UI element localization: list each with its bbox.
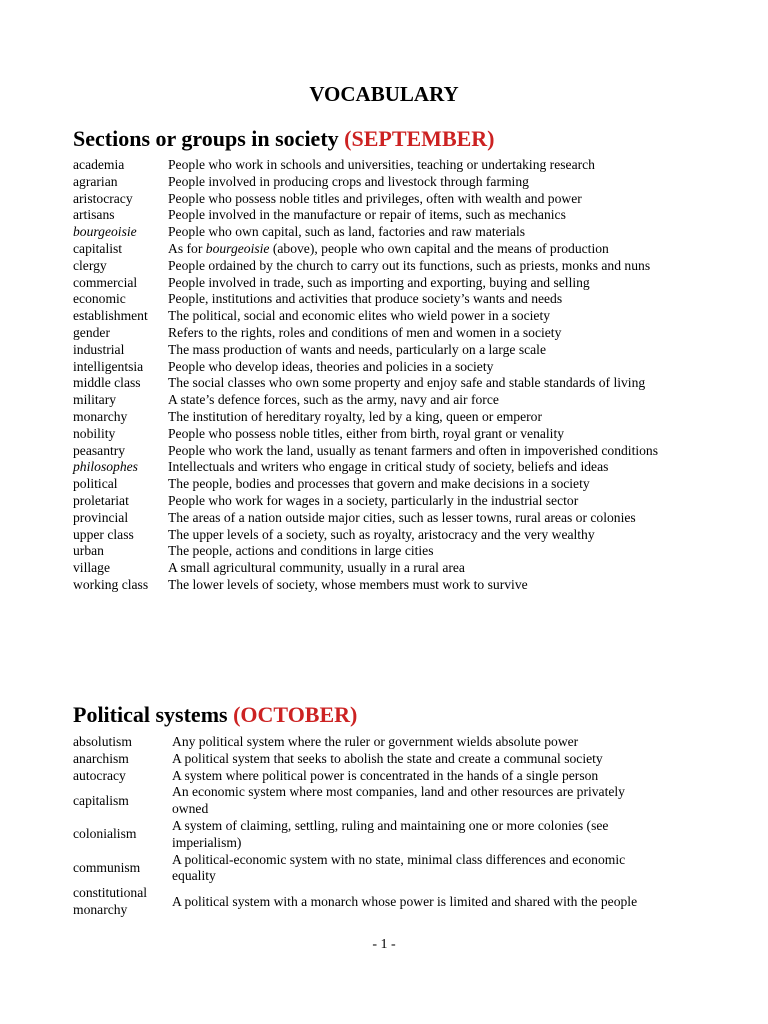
term: autocracy: [73, 767, 126, 783]
term: economic: [73, 291, 126, 307]
table-row: [73, 493, 678, 510]
definition: A state’s defence forces, such as the army, navy and air force: [168, 392, 499, 408]
definition: People who own capital, such as land, factories and raw materials: [168, 224, 526, 240]
term: industrial: [73, 341, 125, 357]
section-month: (SEPTEMBER): [344, 126, 495, 151]
table-row: [73, 291, 678, 308]
table-row: [73, 784, 663, 818]
term: bourgeoisie: [73, 224, 137, 240]
term-line: monarchy: [73, 901, 128, 917]
definition: A political-economic system with no state, minimal class differences and economic equality: [172, 851, 626, 884]
definition: People who work in schools and universities, teaching or undertaking research: [168, 157, 595, 172]
term: communism: [73, 859, 141, 875]
definition: People who possess noble titles, either from birth, royal grant or venality: [168, 425, 565, 441]
term: capitalism: [73, 792, 129, 808]
table-row: [73, 510, 678, 527]
document-title: VOCABULARY: [309, 82, 459, 106]
definition: Any political system where the ruler or government wields absolute power: [172, 734, 579, 749]
term: working class: [73, 576, 149, 592]
page-number: - 1 -: [372, 937, 396, 952]
term: agrarian: [73, 173, 118, 189]
definition: People who work the land, usually as tenant farmers and often in impoverished conditions: [168, 442, 659, 458]
table-row: [73, 426, 678, 443]
table-row: [73, 325, 678, 342]
vocabulary-table-political: [73, 734, 663, 919]
section-heading-text: Political systems: [73, 702, 228, 727]
definition-emphasis: bourgeoisie: [205, 240, 270, 256]
definition: People ordained by the church to carry out its functions, such as priests, monks and nuns: [168, 257, 651, 273]
table-row: [73, 342, 678, 359]
term: artisans: [73, 207, 115, 223]
definition: A small agricultural community, usually in a rural area: [168, 560, 465, 576]
table-row: [73, 359, 678, 376]
table-row: [73, 191, 678, 208]
table-row: [73, 459, 678, 476]
table-row: [73, 258, 678, 275]
term: upper class: [73, 526, 134, 542]
definition: The social classes who own some property and enjoy safe and stable standards of living: [168, 375, 646, 391]
term: monarchy: [73, 408, 128, 424]
table-row: [73, 241, 678, 258]
definition: The people, actions and conditions in large cities: [168, 543, 434, 559]
definition: [168, 241, 678, 258]
table-row: [73, 527, 678, 544]
table-row: [73, 375, 678, 392]
definition-part: As for: [168, 240, 206, 256]
section-heading-society: [73, 126, 495, 152]
definition: A political system that seeks to abolish the state and create a communal society: [172, 750, 603, 766]
term: provincial: [73, 509, 129, 525]
table-row: [73, 543, 678, 560]
term: gender: [73, 324, 110, 340]
definition: The political, social and economic elites who wield power in a society: [168, 308, 551, 324]
term: peasantry: [73, 442, 126, 458]
table-row: [73, 409, 678, 426]
definition: People, institutions and activities that produce society’s wants and needs: [168, 291, 563, 307]
definition: People involved in the manufacture or repair of items, such as mechanics: [168, 207, 566, 223]
definition: An economic system where most companies, land and other resources are privately owned: [172, 784, 625, 817]
term: proletariat: [73, 492, 129, 508]
term: political: [73, 476, 118, 492]
term: philosophes: [73, 459, 138, 475]
table-row: [73, 560, 678, 577]
table-row: [73, 476, 678, 493]
term: capitalist: [73, 240, 123, 256]
term: absolutism: [73, 734, 132, 749]
section-month: (OCTOBER): [233, 702, 358, 727]
table-row: [73, 275, 678, 292]
term: middle class: [73, 375, 141, 391]
table-row: [73, 308, 678, 325]
term: military: [73, 392, 117, 408]
vocabulary-table-society: [73, 157, 678, 594]
definition: The institution of hereditary royalty, led by a king, queen or emperor: [168, 408, 542, 424]
definition: People involved in trade, such as importing and exporting, buying and selling: [168, 274, 590, 290]
table-row: [73, 224, 678, 241]
term: academia: [73, 157, 125, 172]
term: anarchism: [73, 750, 129, 766]
definition: A political system with a monarch whose power is limited and shared with the people: [172, 893, 638, 909]
table-row: [73, 157, 678, 174]
table-row: [73, 885, 663, 919]
table-row: [73, 207, 678, 224]
table-row: [73, 751, 663, 768]
definition: The areas of a nation outside major cities, such as lesser towns, rural areas or colonies: [168, 509, 636, 525]
definition: Refers to the rights, roles and conditions of men and women in a society: [168, 324, 562, 340]
term: nobility: [73, 425, 116, 441]
term: intelligentsia: [73, 358, 144, 374]
definition: A system where political power is concentrated in the hands of a single person: [172, 767, 599, 783]
definition: A system of claiming, settling, ruling and maintaining one or more colonies (see imperialism): [172, 817, 609, 850]
definition: The mass production of wants and needs, particularly on a large scale: [168, 341, 546, 357]
definition: The lower levels of society, whose members must work to survive: [168, 576, 528, 592]
table-row: [73, 768, 663, 785]
table-row: [73, 577, 678, 594]
definition: People involved in producing crops and livestock through farming: [168, 173, 529, 189]
definition: The people, bodies and processes that govern and make decisions in a society: [168, 476, 590, 492]
section-heading-text: Sections or groups in society: [73, 126, 339, 151]
term: urban: [73, 543, 104, 559]
definition: People who work for wages in a society, particularly in the industrial sector: [168, 492, 579, 508]
section-heading-political: [73, 702, 357, 728]
table-row: [73, 852, 663, 886]
definition: People who develop ideas, theories and policies in a society: [168, 358, 494, 374]
term-line: constitutional: [73, 885, 148, 901]
term: aristocracy: [73, 190, 133, 206]
table-row: [73, 734, 663, 751]
term: commercial: [73, 274, 138, 290]
definition: The upper levels of a society, such as royalty, aristocracy and the very wealthy: [168, 526, 595, 542]
table-row: [73, 174, 678, 191]
definition: Intellectuals and writers who engage in critical study of society, beliefs and ideas: [168, 459, 609, 475]
definition: People who possess noble titles and privileges, often with wealth and power: [168, 190, 582, 206]
table-row: [73, 443, 678, 460]
definition-part: (above), people who own capital and the means of production: [269, 240, 609, 256]
table-row: [73, 818, 663, 852]
term: establishment: [73, 308, 148, 324]
term: clergy: [73, 257, 107, 273]
term: village: [73, 560, 110, 576]
table-row: [73, 392, 678, 409]
term: colonialism: [73, 826, 137, 842]
term: [73, 885, 172, 919]
